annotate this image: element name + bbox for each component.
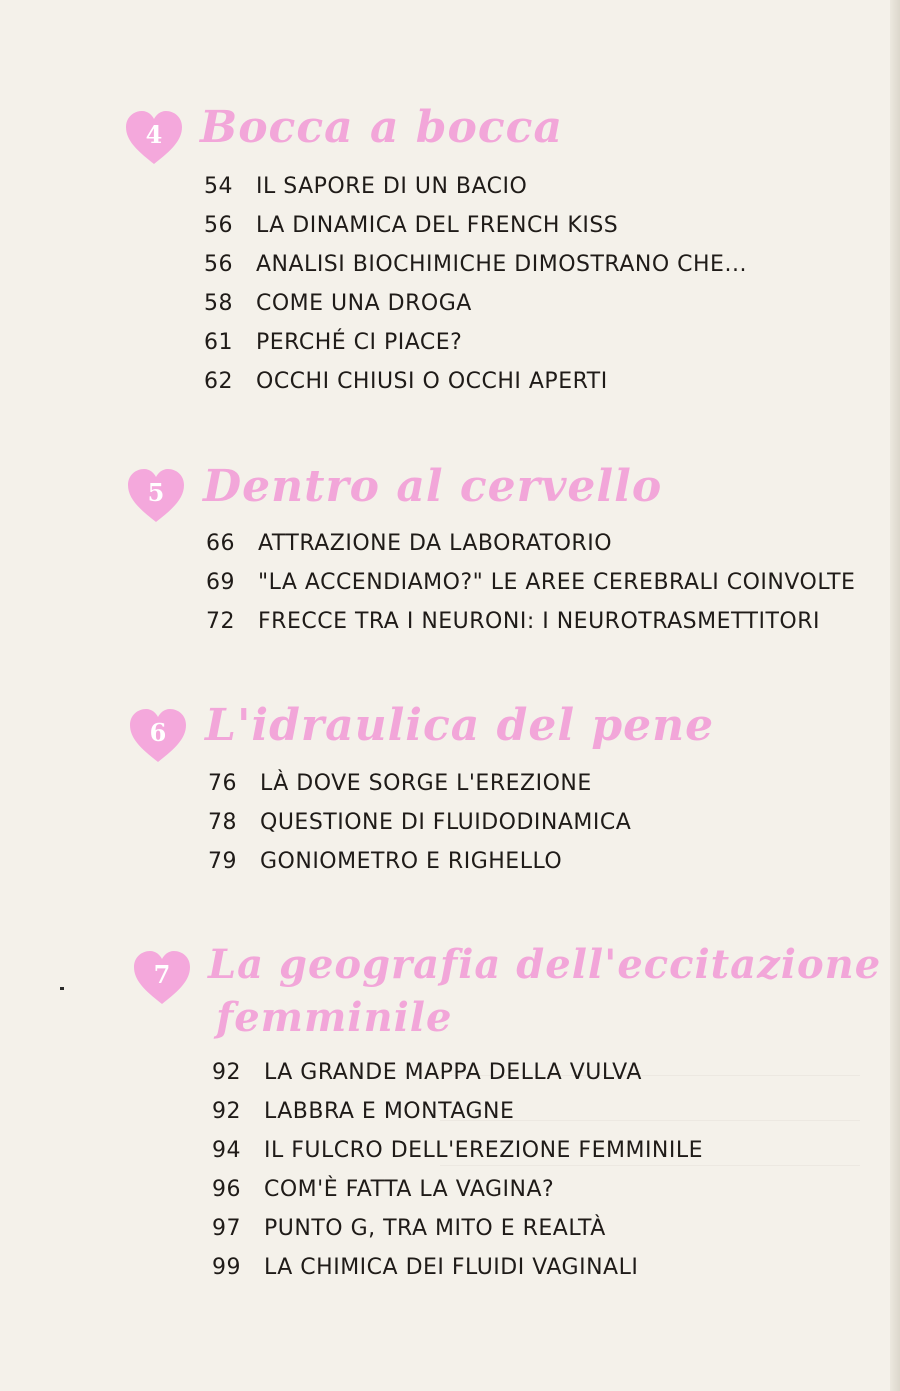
chapter-number: 5 [147, 478, 165, 507]
toc-entry[interactable] [206, 563, 855, 602]
entry-title: COME UNA DROGA [256, 291, 472, 316]
toc-entry[interactable] [204, 284, 747, 323]
toc-entry[interactable] [204, 167, 747, 206]
toc-entry[interactable] [212, 1248, 703, 1287]
toc-entry[interactable] [212, 1170, 703, 1209]
chapter-heart-icon [132, 950, 192, 1006]
chapter-entries [204, 167, 747, 401]
entry-title: LA DINAMICA DEL FRENCH KISS [256, 213, 619, 238]
chapter-heart-icon [126, 468, 186, 524]
chapter-title: L'idraulica del pene [205, 700, 715, 751]
entry-title: FRECCE TRA I NEURONI: I NEUROTRASMETTITORI [258, 609, 821, 634]
chapter-entries [208, 764, 631, 881]
toc-entry[interactable] [204, 362, 747, 401]
entry-page: 56 [204, 213, 233, 238]
entry-page: 94 [212, 1138, 241, 1163]
chapter-number: 4 [145, 120, 163, 149]
toc-entry[interactable] [204, 245, 747, 284]
toc-entry[interactable] [212, 1131, 703, 1170]
entry-title: LÀ DOVE SORGE L'EREZIONE [260, 771, 592, 796]
entry-title: COM'È FATTA LA VAGINA? [264, 1177, 555, 1202]
entry-page: 61 [204, 330, 233, 355]
toc-entry[interactable] [212, 1092, 703, 1131]
entry-page: 54 [204, 174, 233, 199]
entry-page: 92 [212, 1099, 241, 1124]
entry-page: 56 [204, 252, 233, 277]
entry-page: 79 [208, 849, 237, 874]
entry-title: IL FULCRO DELL'EREZIONE FEMMINILE [264, 1138, 704, 1163]
entry-page: 99 [212, 1255, 241, 1280]
chapter-number: 6 [149, 718, 167, 747]
entry-page: 76 [208, 771, 237, 796]
chapter-heart-icon [128, 708, 188, 764]
speck [60, 987, 64, 990]
entry-title: OCCHI CHIUSI O OCCHI APERTI [256, 369, 608, 394]
entry-title: LA GRANDE MAPPA DELLA VULVA [264, 1060, 642, 1085]
entry-page: 72 [206, 609, 235, 634]
chapter-entries [212, 1053, 703, 1287]
toc-entry[interactable] [204, 323, 747, 362]
toc-entry[interactable] [208, 764, 631, 803]
entry-title: QUESTIONE DI FLUIDODINAMICA [260, 810, 632, 835]
entry-title: PUNTO G, TRA MITO E REALTÀ [264, 1216, 606, 1241]
chapter-number: 7 [153, 960, 171, 989]
entry-title: IL SAPORE DI UN BACIO [256, 174, 528, 199]
page-edge [890, 0, 900, 1391]
chapter-heart-icon [124, 110, 184, 166]
toc-entry[interactable] [206, 524, 855, 563]
entry-title: GONIOMETRO E RIGHELLO [260, 849, 563, 874]
entry-page: 58 [204, 291, 233, 316]
toc-entry[interactable] [212, 1209, 703, 1248]
entry-title: PERCHÉ CI PIACE? [256, 330, 463, 355]
chapter-entries [206, 524, 855, 641]
toc-entry[interactable] [204, 206, 747, 245]
chapter-title-continued: femminile [216, 994, 453, 1041]
toc-entry[interactable] [206, 602, 855, 641]
chapter-title: La geografia dell'eccitazione [208, 941, 882, 988]
entry-page: 69 [206, 570, 235, 595]
entry-title: ATTRAZIONE DA LABORATORIO [258, 531, 613, 556]
toc-entry[interactable] [208, 842, 631, 881]
entry-title: "LA ACCENDIAMO?" LE AREE CEREBRALI COINVOLTE [258, 570, 856, 595]
toc-entry[interactable] [212, 1053, 703, 1092]
entry-page: 78 [208, 810, 237, 835]
chapter-title: Bocca a bocca [200, 102, 563, 153]
entry-title: LABBRA E MONTAGNE [264, 1099, 515, 1124]
chapter-title: Dentro al cervello [203, 461, 663, 512]
entry-page: 92 [212, 1060, 241, 1085]
entry-title: LA CHIMICA DEI FLUIDI VAGINALI [264, 1255, 639, 1280]
entry-title: ANALISI BIOCHIMICHE DIMOSTRANO CHE... [256, 252, 747, 277]
entry-page: 96 [212, 1177, 241, 1202]
entry-page: 66 [206, 531, 235, 556]
toc-entry[interactable] [208, 803, 631, 842]
entry-page: 62 [204, 369, 233, 394]
entry-page: 97 [212, 1216, 241, 1241]
